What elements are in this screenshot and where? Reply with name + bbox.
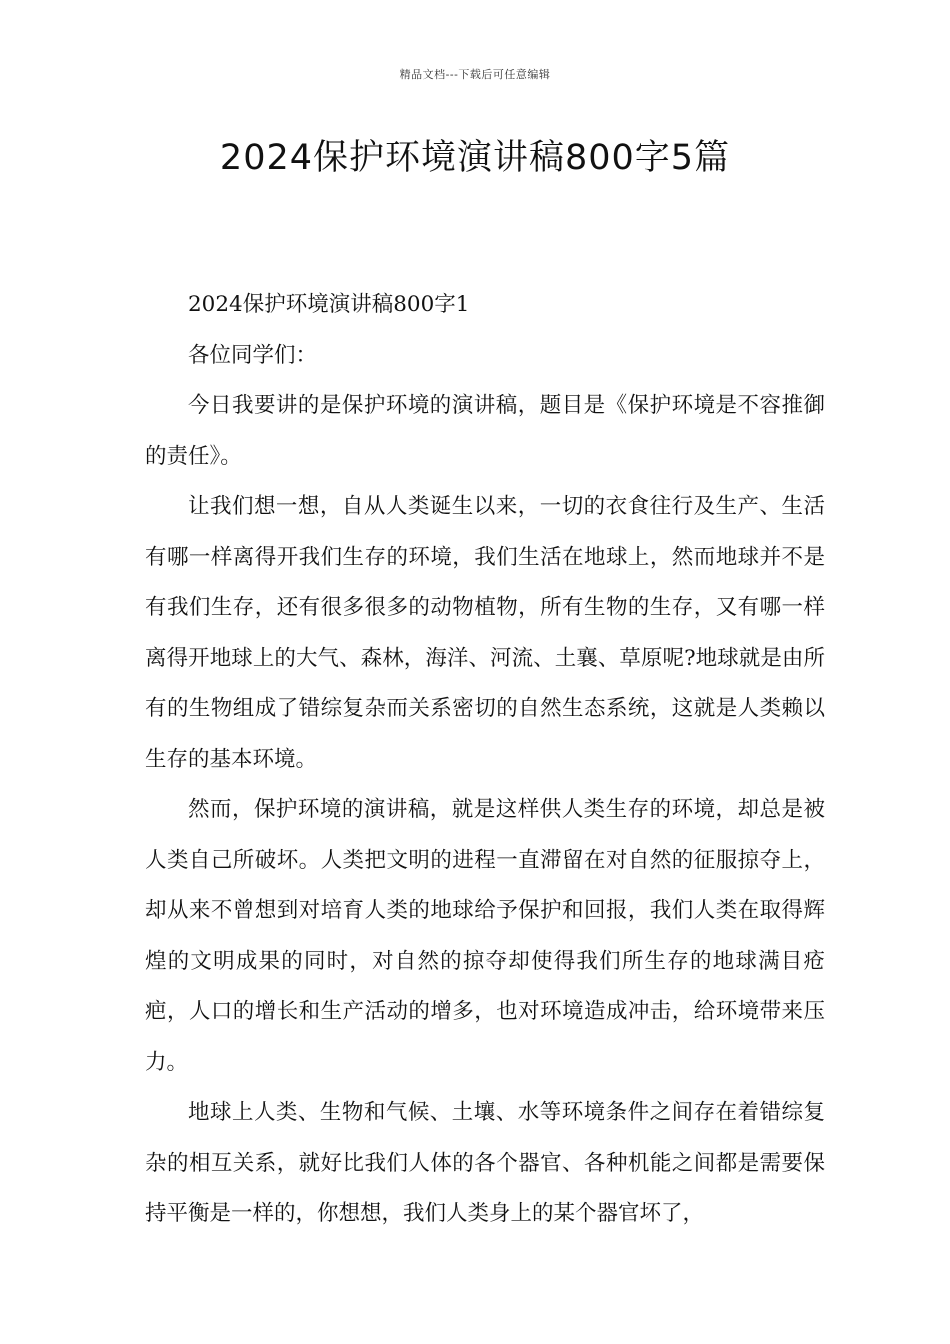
paragraph: 地球上人类、生物和气候、土壤、水等环境条件之间存在着错综复杂的相互关系，就好比我们人体的各个器官、各种机能之间都是需要保持平衡是一样的，你想想，我们人类身上的某个器官坏了，	[145, 1100, 825, 1226]
paragraph: 今日我要讲的是保护环境的演讲稿，题目是《保护环境是不容推御的责任》。	[145, 393, 825, 469]
salutation: 各位同学们：	[188, 342, 318, 368]
document-title: 2024保护环境演讲稿800字5篇	[219, 138, 731, 178]
paragraph: 然而，保护环境的演讲稿，就是这样供人类生存的环境，却总是被人类自己所破坏。人类把文明的进程一直滞留在对自然的征服掠夺上，却从来不曾想到对培育人类的地球给予保护和回报，我们人类在取得辉煌的文明成果的同时，对自然的掠夺却使得我们所生存的地球满目疮疤，人口的增长和生产活动的增多，也对环境造成冲击，给环境带来压力。	[145, 797, 825, 1075]
paragraph: 让我们想一想，自从人类诞生以来，一切的衣食往行及生产、生活有哪一样离得开我们生存的环境，我们生活在地球上，然而地球并不是有我们生存，还有很多很多的动物植物，所有生物的生存，又有哪一样离得开地球上的大气、森林，海洋、河流、土襄、草原呢?地球就是由所有的生物组成了错综复杂而关系密切的自然生态系统，这就是人类赖以生存的基本环境。	[145, 494, 825, 772]
section-heading: 2024保护环境演讲稿800字1	[188, 292, 470, 317]
header-note: 精品文档---下载后可任意编辑	[399, 68, 551, 81]
document-body	[145, 280, 825, 1240]
